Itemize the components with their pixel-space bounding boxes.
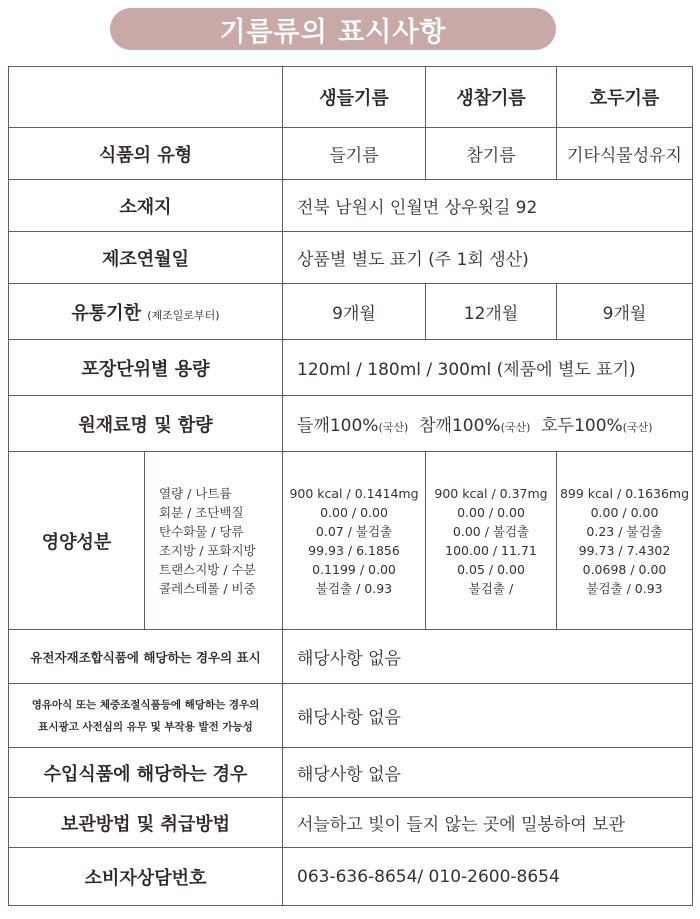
storage-row	[9, 798, 693, 848]
page-title: 기름류의 표시사항	[219, 16, 447, 48]
product-name-3: 호두기름	[557, 67, 693, 128]
gmo-label: 유전자재조합식품에 해당하는 경우의 표시	[9, 630, 283, 684]
nutrition-value: 0.23 / 불검출	[586, 523, 663, 539]
nutrition-value: 900 kcal / 0.37mg	[434, 485, 548, 501]
nutrition-value: 899 kcal / 0.1636mg	[559, 485, 690, 501]
title-banner	[110, 8, 556, 50]
infant-label-line1: 영유아식 또는 체중조절식품등에 해당하는 경우의	[31, 698, 260, 711]
ingredients-origin-2: (국산)	[500, 421, 531, 434]
nutrition-name: 트랜스지방 / 수분	[159, 561, 256, 577]
expiry-note: (제조일로부터)	[147, 308, 220, 322]
nutrition-name: 열량 / 나트륨	[159, 485, 232, 501]
nutrition-value: 0.1199 / 0.00	[312, 561, 396, 577]
nutrition-name: 조지방 / 포화지방	[159, 542, 256, 558]
nutrition-name: 회분 / 조단백질	[159, 504, 244, 520]
nutrition-names	[145, 452, 283, 630]
manufacture-row	[9, 232, 693, 284]
nutrition-value: 0.00 / 0.00	[457, 504, 525, 520]
header-row	[9, 67, 693, 128]
contact-label: 소비자상담번호	[9, 848, 283, 906]
type-value-2: 참기름	[426, 128, 557, 180]
ingredients-value-1: 들깨100%	[297, 416, 379, 436]
capacity-label: 포장단위별 용량	[9, 340, 283, 396]
ingredients-origin-1: (국산)	[378, 421, 409, 434]
nutrition-value: 0.0698 / 0.00	[582, 561, 667, 577]
nutrition-value: 99.93 / 6.1856	[308, 542, 400, 558]
expiry-label: 유통기한	[71, 302, 141, 324]
type-value-3: 기타식물성유지	[557, 128, 693, 180]
nutrition-name: 콜레스테롤 / 비중	[159, 580, 256, 596]
nutrition-value: 100.00 / 11.71	[445, 542, 537, 558]
gmo-row	[9, 630, 693, 684]
nutrition-value: 99.73 / 7.4302	[578, 542, 671, 558]
nutrition-value: 900 kcal / 0.1414mg	[289, 485, 419, 501]
ingredients-value-2: 참깨100%	[419, 416, 501, 436]
capacity-value: 120ml / 180ml / 300ml (제품에 별도 표기)	[283, 340, 693, 396]
manufacture-label: 제조연월일	[9, 232, 283, 284]
contact-row	[9, 848, 693, 906]
label-table	[8, 66, 693, 906]
product-name-2: 생참기름	[426, 67, 557, 128]
location-value: 전북 남원시 인월면 상우윗길 92	[283, 180, 693, 232]
location-label: 소재지	[9, 180, 283, 232]
nutrition-value: 불검출 /	[468, 580, 514, 596]
nutrition-row	[9, 452, 693, 630]
nutrition-value: 0.00 / 0.00	[320, 504, 388, 520]
imported-value: 해당사항 없음	[283, 748, 693, 798]
imported-label: 수입식품에 해당하는 경우	[9, 748, 283, 798]
expiry-value-2: 12개월	[426, 284, 557, 340]
nutrition-label: 영양성분	[9, 452, 145, 630]
nutrition-value: 0.07 / 불검출	[315, 523, 393, 539]
infant-label-line2: 표시광고 사전심의 유무 및 부작용 발전 가능성	[38, 720, 253, 733]
manufacture-value: 상품별 별도 표기 (주 1회 생산)	[283, 232, 693, 284]
ingredients-value-cell	[283, 396, 693, 452]
ingredients-row	[9, 396, 693, 452]
nutrition-values-2	[426, 452, 557, 630]
ingredients-label: 원재료명 및 함량	[9, 396, 283, 452]
nutrition-value: 0.00 / 불검출	[452, 523, 530, 539]
infant-row	[9, 684, 693, 748]
location-row	[9, 180, 693, 232]
nutrition-values-3	[557, 452, 693, 630]
capacity-row	[9, 340, 693, 396]
nutrition-value: 0.00 / 0.00	[590, 504, 659, 520]
type-value-1: 들기름	[283, 128, 426, 180]
nutrition-value: 0.05 / 0.00	[457, 561, 525, 577]
ingredients-origin-3: (국산)	[622, 421, 653, 434]
nutrition-value: 불검출 / 0.93	[586, 580, 663, 596]
infant-value: 해당사항 없음	[283, 684, 693, 748]
expiry-value-3: 9개월	[557, 284, 693, 340]
contact-value: 063-636-8654/ 010-2600-8654	[283, 848, 693, 906]
nutrition-value: 불검출 / 0.93	[315, 580, 393, 596]
expiry-value-1: 9개월	[283, 284, 426, 340]
header-empty-cell	[9, 67, 283, 128]
gmo-value: 해당사항 없음	[283, 630, 693, 684]
infant-label-cell	[9, 684, 283, 748]
imported-row	[9, 748, 693, 798]
nutrition-name: 탄수화물 / 당류	[159, 523, 244, 539]
type-label: 식품의 유형	[9, 128, 283, 180]
expiry-row	[9, 284, 693, 340]
ingredients-value-3: 호두100%	[541, 416, 623, 436]
nutrition-values-1	[283, 452, 426, 630]
storage-label: 보관방법 및 취급방법	[9, 798, 283, 848]
expiry-label-cell	[9, 284, 283, 340]
product-name-1: 생들기름	[283, 67, 426, 128]
type-row	[9, 128, 693, 180]
storage-value: 서늘하고 빛이 들지 않는 곳에 밀봉하여 보관	[283, 798, 693, 848]
